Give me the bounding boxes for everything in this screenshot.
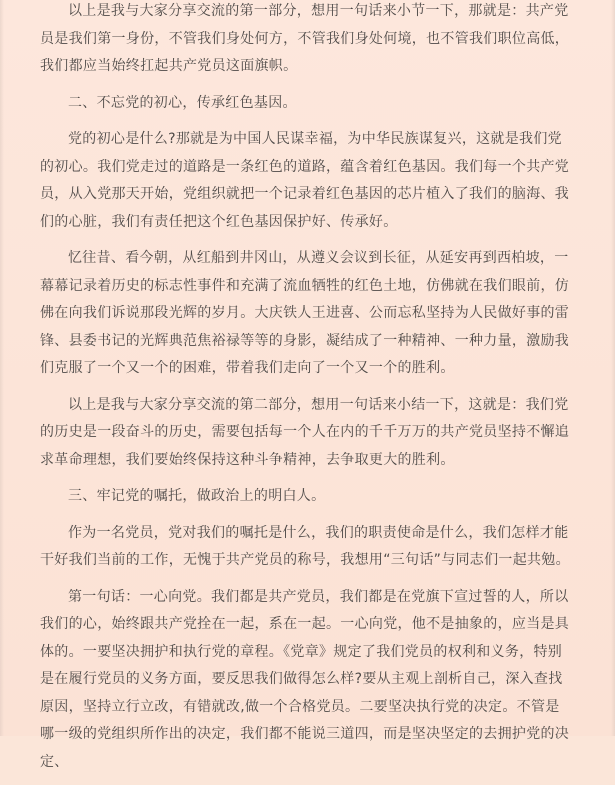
paragraph-three-sentences-intro: 作为一名党员，党对我们的嘱托是什么，我们的职责使命是什么，我们怎样才能干好我们当前的工作，无愧于共产党员的称号，我想用“三句话”与同志们一起共勉。 (40, 524, 570, 568)
paragraph-summary-part-one: 以上是我与大家分享交流的第一部分，想用一句话来小节一下，那就是：共产党员是我们第一身份，不管我们身处何方，不管我们身处何境，也不管我们职位高低，我们都应当始终扛起共产党员这面旗帜。 (40, 3, 570, 74)
page-edge-right (611, 0, 615, 736)
page-edge-left (0, 0, 4, 736)
section-heading-three: 三、牢记党的嘱托，做政治上的明白人。 (68, 488, 326, 504)
paragraph-red-history: 忆往昔、看今朝，从红船到井冈山，从遵义会议到长征，从延安再到西柏坡，一幕幕记录着历史的标志性事件和充满了流血牺牲的红色土地，仿佛就在我们眼前，仿佛在向我们诉说那段光辉的岁月。大庆铁人王进喜、公而忘私坚持为人民做好事的雷锋、县委书记的光辉典范焦裕禄等等的身影，凝结成了一种精神、一种力量，激励我们克服了一个又一个的困难，带着我们走向了一个又一个的胜利。 (40, 250, 570, 376)
paragraph-summary-part-two: 以上是我与大家分享交流的第二部分，想用一句话来小结一下，这就是：我们党的历史是一段奋斗的历史，需要包括每一个人在内的千千万万的共产党员坚持不懈追求革命理想，我们要始终保持这种斗争精神，去争取更大的胜利。 (40, 396, 570, 468)
paragraph-original-aspiration: 党的初心是什么?那就是为中国人民谋幸福，为中华民族谋复兴，这就是我们党的初心。我们党走过的道路是一条红色的道路，蕴含着红色基因。我们每一个共产党员，从入党那天开始，党组织就把一个记录着红色基因的芯片植入了我们的脑海、我们的心脏，我们有责任把这个红色基因保护好、传承好。 (40, 131, 570, 230)
paragraph-first-sentence: 第一句话：一心向党。我们都是共产党员，我们都是在党旗下宣过誓的人，所以我们的心，始终跟共产党拴在一起，系在一起。一心向党，他不是抽象的，应当是具体的。一要坚决拥护和执行党的章程。《党章》规定了我们党员的权利和义务，特别是在履行党员的义务方面，要反思我们做得怎么样?要从主观上剖析自己，深入查找原因，坚持立行立改，有错就改,做一个合格党员。二要坚决执行党的决定。不管是哪一级的党组织所作出的决定，我们都不能说三道四，而是坚决坚定的去拥护党的决定、 (40, 588, 570, 770)
section-heading-two: 二、不忘党的初心，传承红色基因。 (68, 94, 297, 111)
article-body (40, 0, 570, 785)
